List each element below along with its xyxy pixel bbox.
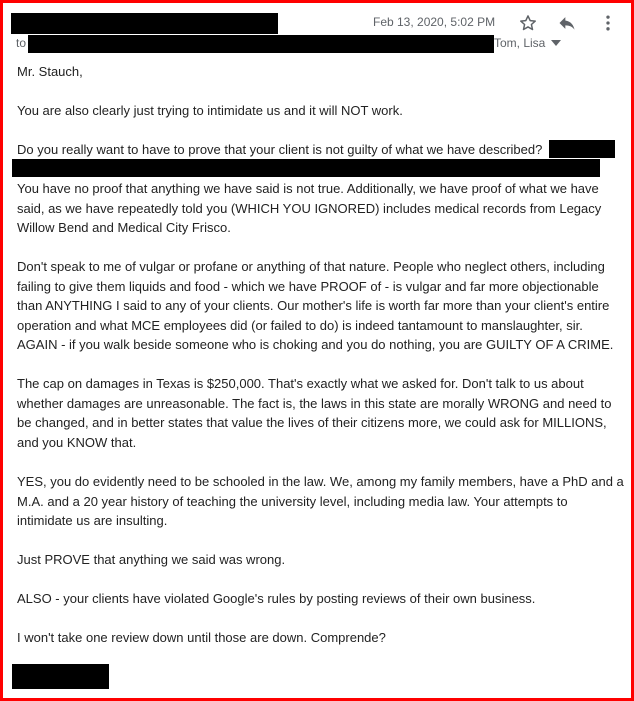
recipients-list[interactable]: Tom, Lisa [494,36,546,50]
paragraph-4: Don't speak to me of vulgar or profane or anything of that nature. People who neglect others, including failing to give them liquids and food - which we have PROOF of - is vulgar and far more objectionable than ANYTHING I said to any of your clients. Our mother's life is worth far more than your client's entire operation and what MCE employees did (or failed to do) is indeed tantamount to manslaughter, sir. AGAIN - if you walk beside someone who is choking and you do nothing, you are GUILTY OF A CRIME. [17,259,614,352]
paragraph-2: Do you really want to have to prove that your client is not guilty of what we have described? [17,142,543,157]
to-label: to [16,36,27,50]
paragraph-1: You are also clearly just trying to intimidate us and it will NOT work. [17,103,403,118]
paragraph-8: ALSO - your clients have violated Google's rules by posting reviews of their own business. [17,591,536,606]
redacted-text [12,159,600,177]
paragraph-6: YES, you do evidently need to be schooled in the law. We, among my family members, have a PhD and a M.A. and a 20 year history of teaching the university level, including media law. Your attempts to intimidate us are insulting. [17,474,624,528]
star-icon[interactable] [517,12,539,34]
caret-down-icon[interactable] [550,38,562,48]
paragraph-7: Just PROVE that anything we said was wrong. [17,552,286,567]
redacted-signature [12,664,109,689]
message-date: Feb 13, 2020, 5:02 PM [373,15,496,29]
greeting: Mr. Stauch, [17,64,83,79]
paragraph-9: I won't take one review down until those are down. Comprende? [17,630,386,645]
paragraph-3: You have no proof that anything we have said is not true. Additionally, we have proof of what we have said, as we have repeatedly told you (WHICH YOU IGNORED) includes medical records from Legacy Willow Bend and Medical City Frisco. [17,181,602,235]
paragraph-5: The cap on damages in Texas is $250,000. That's exactly what we asked for. Don't talk to us about whether damages are unreasonable. The fact is, the laws in this state are morally WRONG and need to be changed, and in better states that value the lives of their citizens more, we could ask for MILLIONS, and you KNOW that. [17,376,612,450]
redacted-recipient-addresses [28,35,494,53]
redacted-text [549,140,615,158]
redacted-sender-name [11,13,278,34]
reply-icon[interactable] [556,12,578,34]
more-vertical-icon[interactable] [597,12,619,34]
